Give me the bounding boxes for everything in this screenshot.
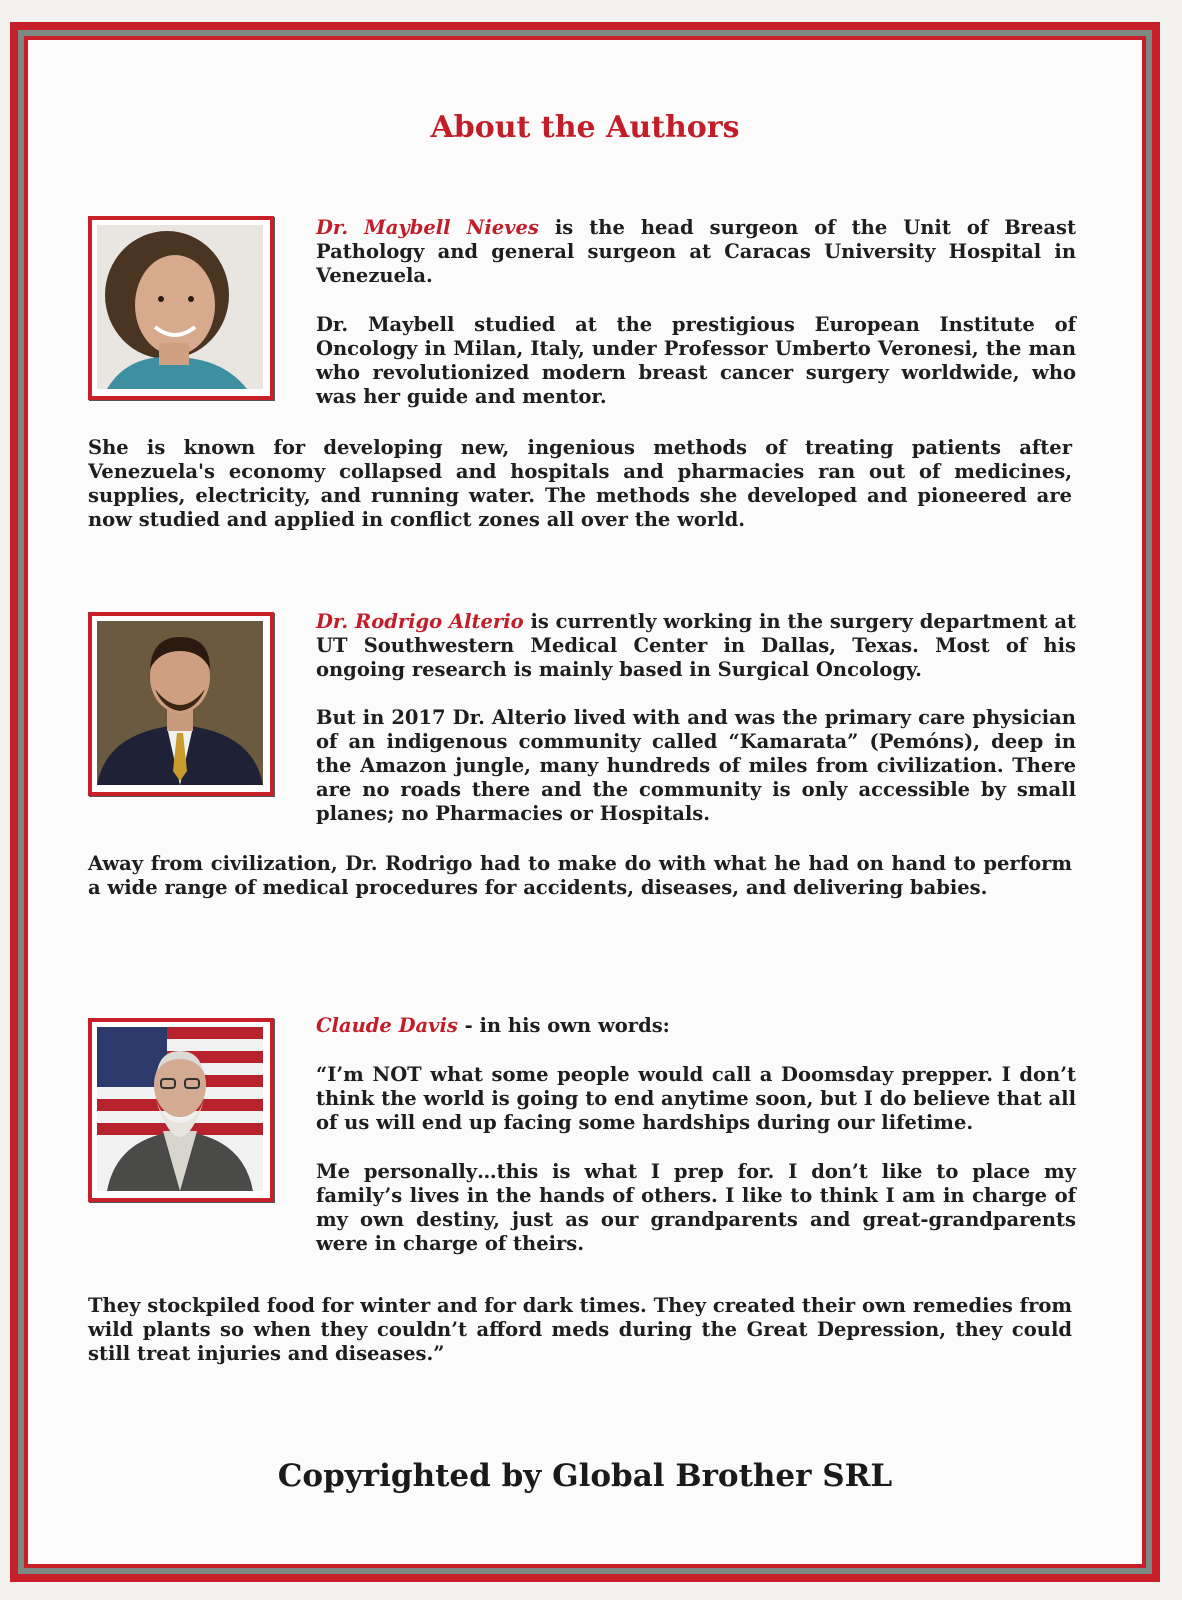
author-photo-maybell bbox=[88, 216, 274, 400]
author-quote-paragraph: They stockpiled food for winter and for dark times. They created their own remedies from wild plants so when they couldn’t afford meds during the Great Depression, they could still treat injuries and diseases.” bbox=[88, 1294, 1072, 1365]
author-photo-claude bbox=[88, 1018, 274, 1202]
page-title: About the Authors bbox=[430, 110, 740, 145]
author-name: Claude Davis bbox=[316, 1014, 458, 1037]
author-bio-paragraph: Dr. Maybell studied at the prestigious European Institute of Oncology in Milan, Italy, under Professor Umberto Veronesi, the man who revolutionized modern breast cancer surgery worldwide, who was her guide and mentor. bbox=[316, 313, 1076, 408]
author-quote-paragraph: “I’m NOT what some people would call a Doomsday prepper. I don’t think the world is going to end anytime soon, but I do believe that all of us will end up facing some hardships during our lifetime. bbox=[316, 1063, 1076, 1134]
page-border-grey bbox=[18, 30, 1152, 1574]
author-bio-lead-text: - in his own words: bbox=[457, 1014, 670, 1037]
author-bio-paragraph: She is known for developing new, ingenious methods of treating patients after Venezuela's economy collapsed and hospitals and pharmacies ran out of medicines, supplies, electricity, and running water. The methods she developed and pioneered are now studied and applied in conflict zones all over the world. bbox=[88, 436, 1072, 531]
author-bio-lead-text: is currently working in the surgery department at UT Southwestern Medical Center in Dallas, Texas. Most of his ongoing research is mainly based in Surgical Oncology. bbox=[316, 610, 1076, 681]
author-bio-paragraph: But in 2017 Dr. Alterio lived with and was the primary care physician of an indigenous community called “Kamarata” (Pemóns), deep in the Amazon jungle, many hundreds of miles from civilization. There are no roads there and the community is only accessible by small planes; no Pharmacies or Hospitals. bbox=[316, 706, 1076, 825]
author-photo-rodrigo bbox=[88, 612, 274, 796]
author-quote-paragraph: Me personally…this is what I prep for. I don’t like to place my family’s lives in the hands of others. I like to think I am in charge of my own destiny, just as our grandparents and great-grandparents were in charge of theirs. bbox=[316, 1160, 1076, 1255]
author-bio-lead bbox=[316, 1014, 1076, 1038]
page-border-inner bbox=[24, 36, 1146, 1568]
page-border-red bbox=[10, 22, 1160, 1582]
copyright-notice: Copyrighted by Global Brother SRL bbox=[277, 1458, 893, 1494]
author-name: Dr. Maybell Nieves bbox=[316, 216, 539, 239]
author-bio-lead bbox=[316, 216, 1076, 288]
page-content bbox=[28, 40, 1142, 1564]
portrait-man-flag-image bbox=[97, 1027, 265, 1193]
portrait-man-suit-image bbox=[97, 621, 265, 787]
author-name: Dr. Rodrigo Alterio bbox=[316, 610, 524, 633]
portrait-woman-image bbox=[97, 225, 265, 391]
author-bio-lead bbox=[316, 610, 1076, 682]
author-bio-paragraph: Away from civilization, Dr. Rodrigo had to make do with what he had on hand to perform a wide range of medical procedures for accidents, diseases, and delivering babies. bbox=[88, 852, 1072, 899]
author-bio-lead-text: is the head surgeon of the Unit of Breast Pathology and general surgeon at Caracas University Hospital in Venezuela. bbox=[316, 216, 1076, 287]
